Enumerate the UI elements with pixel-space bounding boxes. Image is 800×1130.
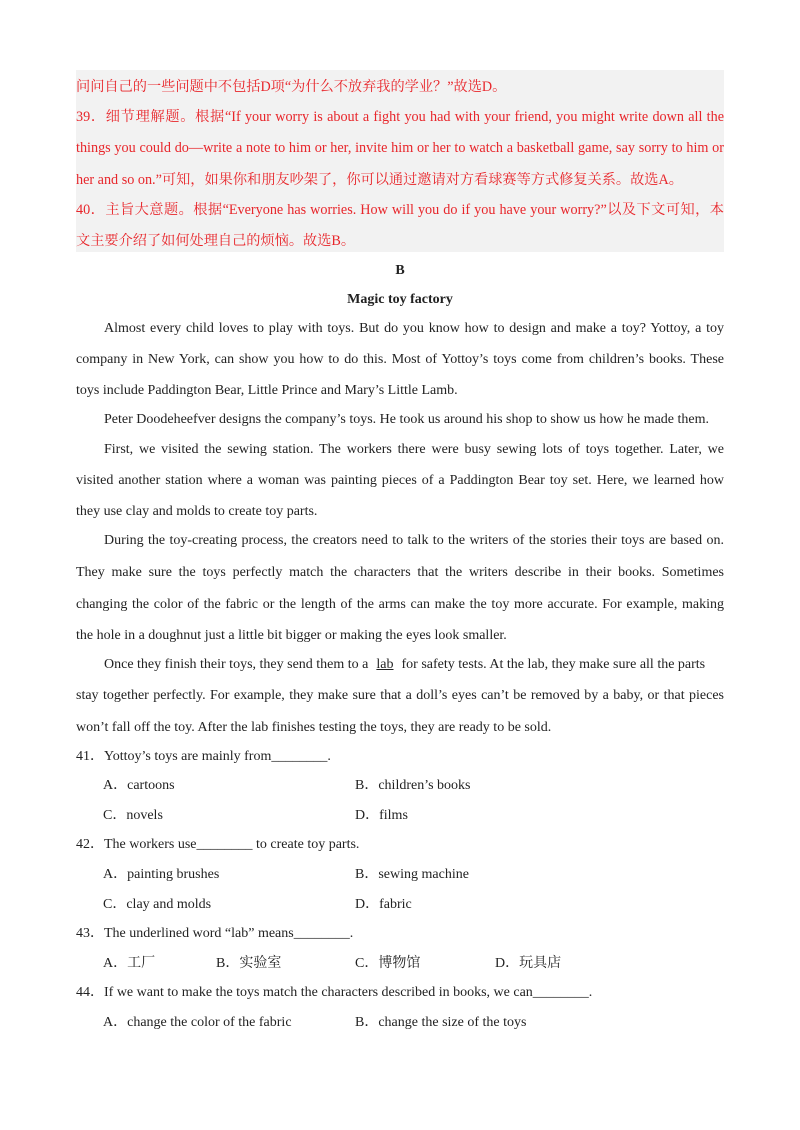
question-stem: 43．The underlined word “lab” means________. (76, 926, 354, 941)
passage-line: won’t fall off the toy. After the lab finishes testing the toys, they are ready to be sold. (76, 720, 552, 735)
underlined-word-lab: lab (376, 657, 394, 672)
passage-line: First, we visited the sewing station. The workers there were busy sewing lots of toys together. Later, we (104, 442, 724, 457)
option-b: B．children’s books (355, 778, 471, 793)
question-stem: 41．Yottoy’s toys are mainly from________. (76, 749, 331, 764)
passage-line: stay together perfectly. For example, they make sure that a doll’s eyes can’t be removed by a baby, or that pieces (76, 688, 724, 703)
answer-explanation-box (76, 70, 724, 252)
option-b: B．实验室 (216, 956, 282, 971)
passage-line: They make sure the toys perfectly match the characters that the writers describe in their books. Sometimes (76, 565, 724, 580)
option-b: B．change the size of the toys (355, 1015, 527, 1030)
option-c: C．博物馆 (355, 956, 421, 971)
passage-line: toys include Paddington Bear, Little Prince and Mary’s Little Lamb. (76, 383, 458, 398)
option-a: A．cartoons (103, 778, 175, 793)
passage-text: for safety tests. At the lab, they make sure all the parts (401, 657, 706, 672)
passage-line (104, 655, 724, 675)
passage-line: they use clay and molds to create toy parts. (76, 504, 318, 519)
option-c: C．clay and molds (103, 897, 212, 912)
answer-line: her and so on.”可知，如果你和朋友吵架了，你可以通过邀请对方看球赛等方式修复关系。故选A。 (76, 172, 683, 188)
passage-line: Peter Doodeheefver designs the company’s toys. He took us around his shop to show us how he made them. (104, 412, 710, 427)
option-a: A．painting brushes (103, 867, 220, 882)
option-d: D．玩具店 (495, 956, 562, 971)
option-a: A．工厂 (103, 956, 156, 971)
answer-line: 39．细节理解题。根据“If your worry is about a fight you had with your friend, you might write down all the (76, 109, 724, 125)
passage-line: Almost every child loves to play with toys. But do you know how to design and make a toy? Yottoy, a toy (104, 321, 724, 336)
passage-line: During the toy-creating process, the creators need to talk to the writers of the stories their toys are based on. (104, 533, 724, 548)
passage-text: Once they finish their toys, they send them to a (104, 657, 369, 672)
option-d: D．fabric (355, 897, 412, 912)
passage-line: visited another station where a woman was painting pieces of a Paddington Bear toy set. Here, we learned how (76, 473, 724, 488)
option-c: C．novels (103, 808, 163, 823)
passage-title: Magic toy factory (347, 292, 453, 307)
option-a: A．change the color of the fabric (103, 1015, 292, 1030)
option-b: B．sewing machine (355, 867, 469, 882)
question-stem: 42．The workers use________ to create toy parts. (76, 837, 360, 852)
question-stem: 44．If we want to make the toys match the characters described in books, we can________. (76, 985, 593, 1000)
passage-line: changing the color of the fabric or the length of the arms can make the toy more accurate. For example, making (76, 597, 724, 612)
answer-line: 文主要介绍了如何处理自己的烦恼。故选B。 (76, 233, 356, 249)
section-letter: B (395, 263, 405, 278)
answer-line: things you could do—write a note to him or her, invite him or her to watch a basketball game, say sorry to him or (76, 140, 724, 156)
answer-line: 问问自己的一些问题中不包括D项“为什么不放弃我的学业？”故选D。 (76, 79, 507, 95)
answer-line: 40．主旨大意题。根据“Everyone has worries. How will you do if you have your worry?”以及下文可知，本 (76, 202, 724, 218)
passage-line: the hole in a doughnut just a little bit bigger or making the eyes look smaller. (76, 628, 507, 643)
option-d: D．films (355, 808, 408, 823)
passage-line: company in New York, can show you how to do this. Most of Yottoy’s toys come from children’s books. These (76, 352, 724, 367)
